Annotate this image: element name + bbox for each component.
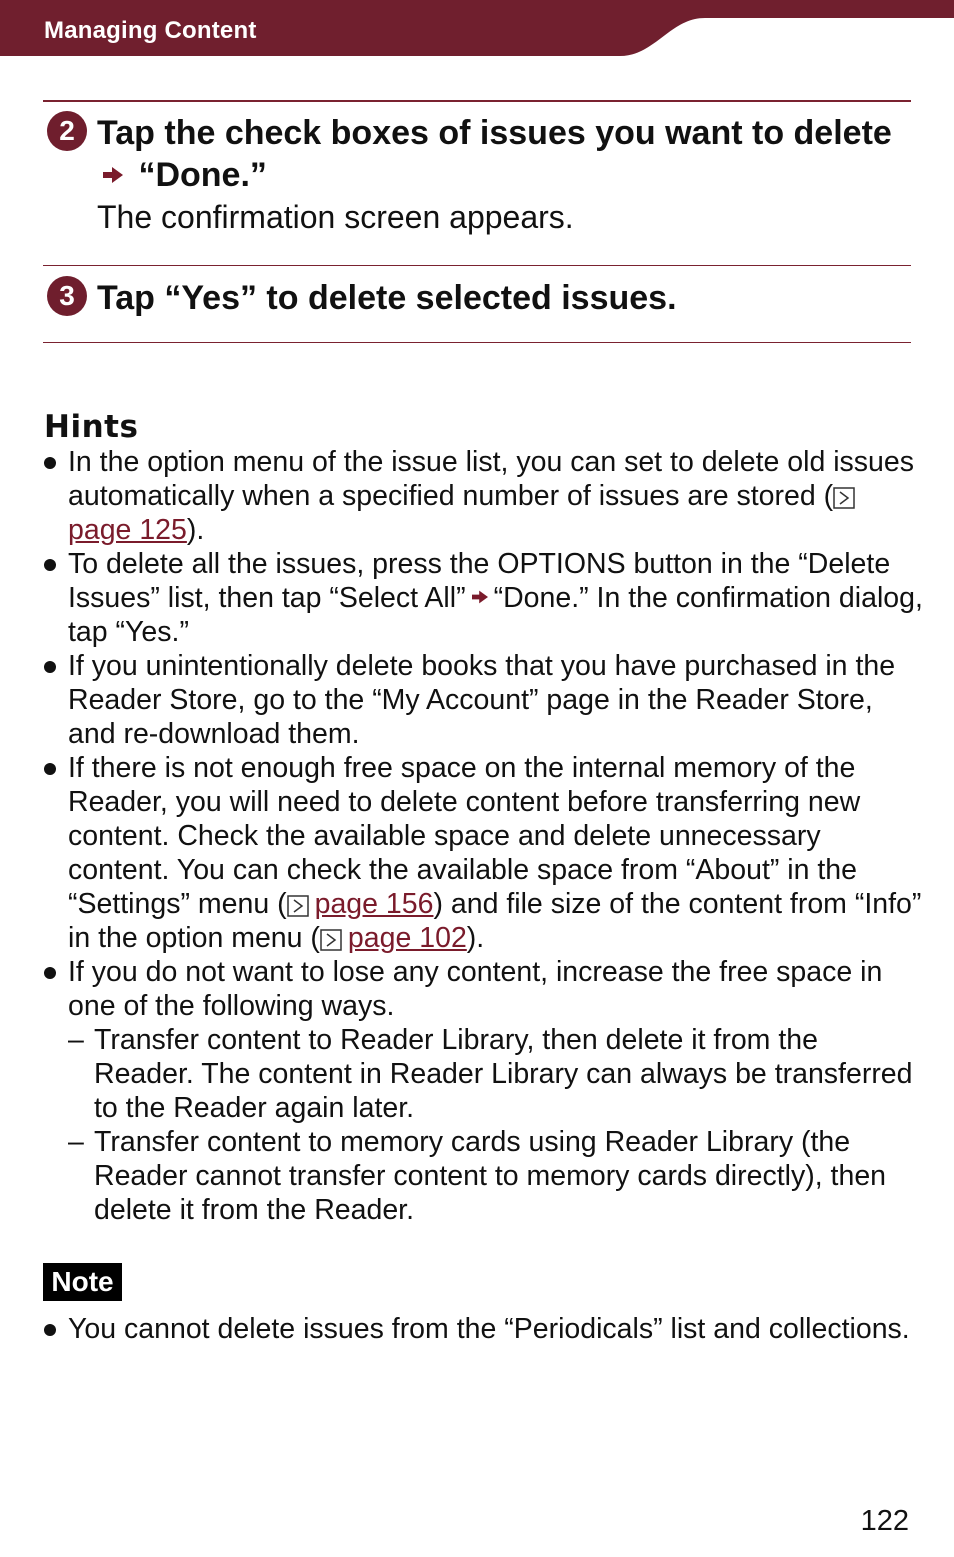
step-number-badge: 2 bbox=[47, 111, 87, 151]
bullet-icon bbox=[44, 559, 56, 571]
arrow-right-icon bbox=[470, 589, 490, 605]
section-title: Managing Content bbox=[44, 17, 257, 44]
bullet-icon bbox=[44, 661, 56, 673]
bullet-icon bbox=[44, 967, 56, 979]
list-item: To delete all the issues, press the OPTIONS button in the “Delete Issues” list, then tap “Select All” “Done.” In the confirmation dialog, tap “Yes.” bbox=[43, 547, 923, 649]
step-2-description: The confirmation screen appears. bbox=[97, 199, 574, 235]
note-list bbox=[43, 1312, 923, 1346]
bullet-icon bbox=[44, 457, 56, 469]
step-3-title: Tap “Yes” to delete selected issues. bbox=[97, 279, 677, 317]
list-item: If there is not enough free space on the internal memory of the Reader, you will need to delete content before transferring new content. Check the available space and delete unnecessary content. You can check the available space from “About” in the “Settings” menu ( page 156) and file size of the content from “Info” in the option menu ( page 102). bbox=[43, 751, 923, 955]
list-item: You cannot delete issues from the “Periodicals” list and collections. bbox=[43, 1312, 923, 1346]
page-reference-icon bbox=[320, 929, 342, 951]
dash-marker: – bbox=[68, 1024, 84, 1056]
hints-heading: Hints bbox=[44, 409, 139, 445]
page-link[interactable]: page 156 bbox=[314, 888, 434, 920]
sub-list-item: – Transfer content to Reader Library, then delete it from the Reader. The content in Reader Library can always be transferred to the Reader again later. bbox=[68, 1024, 913, 1124]
list-item: In the option menu of the issue list, you can set to delete old issues automatically when a specified number of issues are stored (page 125). bbox=[43, 445, 923, 547]
step-2-title bbox=[97, 112, 897, 196]
step-2-title-text: Tap the check boxes of issues you want to delete bbox=[97, 114, 892, 152]
step-number-badge: 3 bbox=[47, 276, 87, 316]
page-number: 122 bbox=[860, 1505, 909, 1537]
page-link[interactable]: page 102 bbox=[347, 922, 467, 954]
page-reference-icon bbox=[287, 895, 309, 917]
hints-list bbox=[43, 445, 923, 1227]
note-label: Note bbox=[43, 1263, 122, 1301]
bullet-icon bbox=[44, 1324, 56, 1336]
list-item: If you unintentionally delete books that you have purchased in the Reader Store, go to the “My Account” page in the Reader Store, and re-download them. bbox=[43, 649, 923, 751]
arrow-right-icon bbox=[101, 165, 125, 185]
dash-marker: – bbox=[68, 1126, 84, 1158]
bullet-icon bbox=[44, 763, 56, 775]
sub-list bbox=[68, 1023, 923, 1227]
divider bbox=[43, 342, 911, 343]
sub-list-item: – Transfer content to memory cards using Reader Library (the Reader cannot transfer content to memory cards directly), then delete it from the Reader. bbox=[68, 1126, 887, 1226]
list-item: If you do not want to lose any content, increase the free space in one of the following ways. – Transfer content to Reader Library, then delete it from the Reader. The content in Reader Library can always be transferred to the Reader again later. – Transfer content to memory cards using Reader Library (the Reader cannot transfer content to memory cards directly), then delete it from the Reader. bbox=[43, 955, 923, 1227]
page-reference-icon bbox=[833, 487, 855, 509]
divider bbox=[43, 265, 911, 266]
divider bbox=[43, 100, 911, 102]
header-bar bbox=[0, 0, 954, 58]
step-2-title-done: “Done.” bbox=[138, 156, 267, 194]
page-link[interactable]: page 125 bbox=[68, 514, 187, 546]
